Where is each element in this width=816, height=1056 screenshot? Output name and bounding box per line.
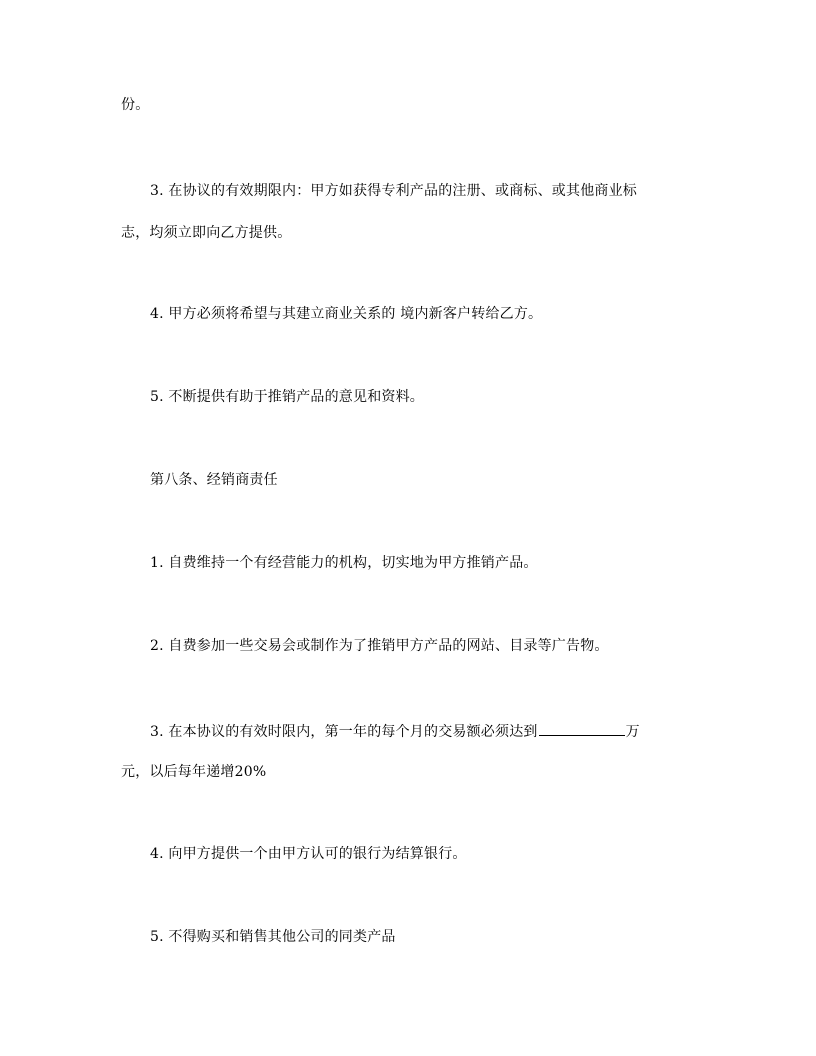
clause-8-3-line-2: 元，以后每年递增20% [121, 764, 267, 780]
clause-8-3-unit: 万 [625, 724, 640, 740]
amount-blank[interactable] [539, 721, 625, 736]
clause-8-3-text: 3. 在本协议的有效时限内，第一年的每个月的交易额必须达到 [150, 724, 538, 740]
text-line-continuation: 份。 [121, 97, 150, 113]
clause-7-3-line-2: 志，均须立即向乙方提供。 [121, 225, 292, 241]
article-8-heading: 第八条、经销商责任 [150, 472, 278, 488]
clause-7-5: 5. 不断提供有助于推销产品的意见和资料。 [150, 389, 425, 405]
clause-7-4: 4. 甲方必须将希望与其建立商业关系的 境内新客户转给乙方。 [150, 306, 543, 322]
clause-8-1: 1. 自费维持一个有经营能力的机构，切实地为甲方推销产品。 [150, 555, 538, 571]
clause-7-3-line-1: 3. 在协议的有效期限内：甲方如获得专利产品的注册、或商标、或其他商业标 [150, 183, 638, 199]
clause-8-3-line-1 [150, 721, 640, 742]
clause-8-2: 2. 自费参加一些交易会或制作为了推销甲方产品的网站、目录等广告物。 [150, 638, 609, 654]
clause-8-4: 4. 向甲方提供一个由甲方认可的银行为结算银行。 [150, 846, 467, 862]
clause-8-5: 5. 不得购买和销售其他公司的同类产品 [150, 929, 396, 945]
